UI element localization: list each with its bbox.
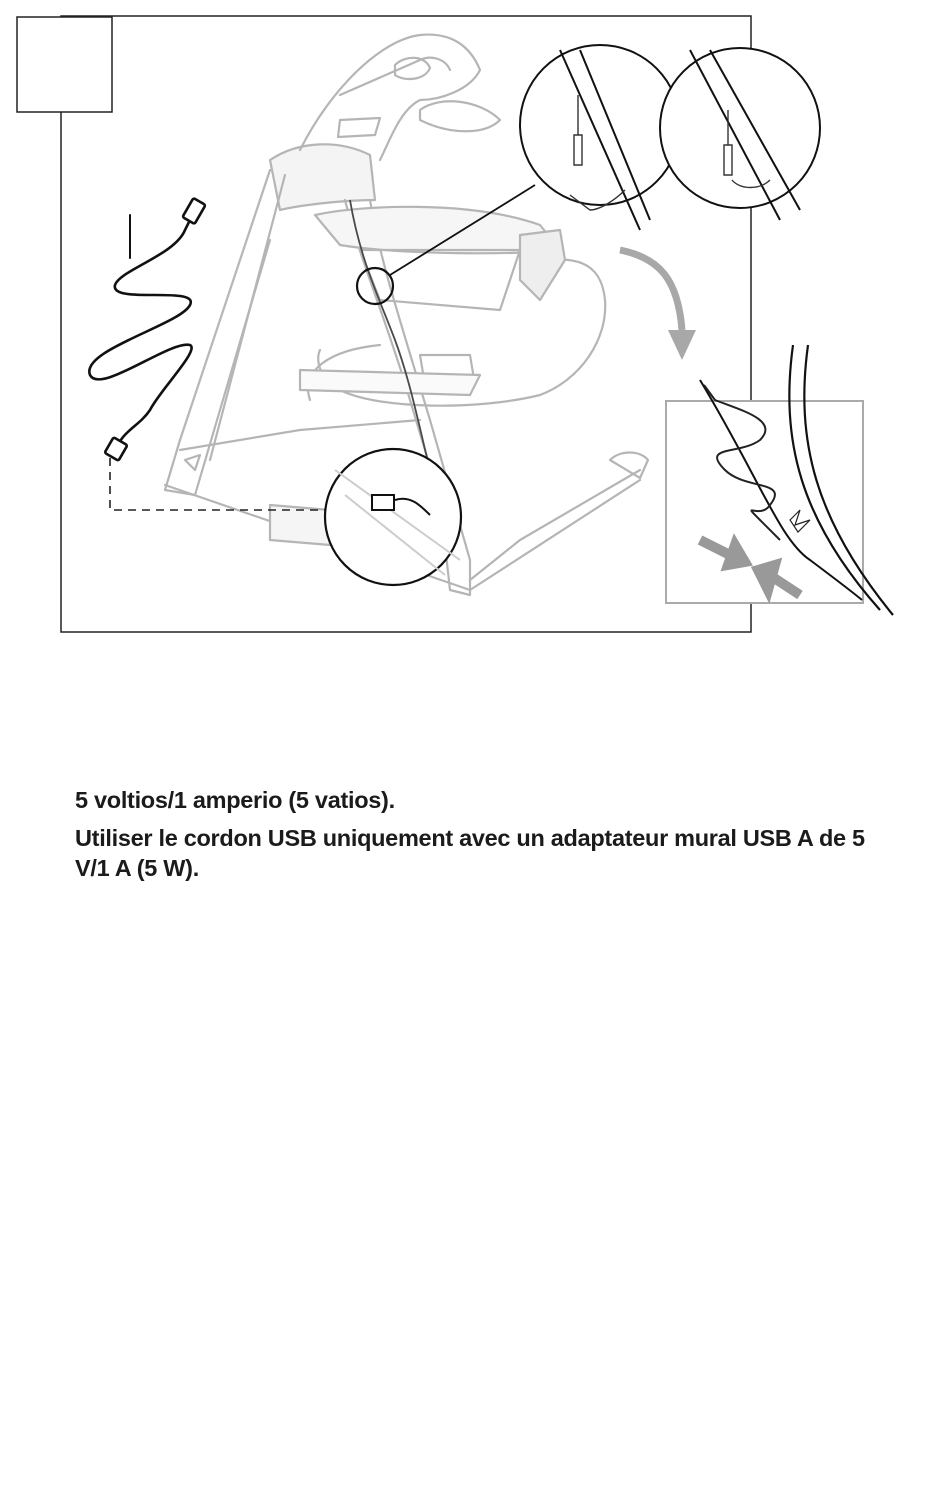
dashed-guide-line [110, 458, 355, 510]
wall-adapter-icon [666, 345, 893, 615]
assembly-illustration [0, 0, 950, 650]
gray-arrow-icon [620, 250, 696, 360]
instructions-text [75, 785, 895, 883]
french-instruction: Utiliser le cordon USB uniquement avec un adaptateur mural USB A de 5 V/1 A (5 W). [75, 825, 865, 881]
connector-closeup-icon [325, 449, 461, 585]
step-number-box [17, 17, 112, 112]
spanish-instruction: 5 voltios/1 amperio (5 vatios). [75, 787, 395, 813]
detail-circles [520, 45, 820, 230]
usb-cable-icon [89, 198, 205, 461]
